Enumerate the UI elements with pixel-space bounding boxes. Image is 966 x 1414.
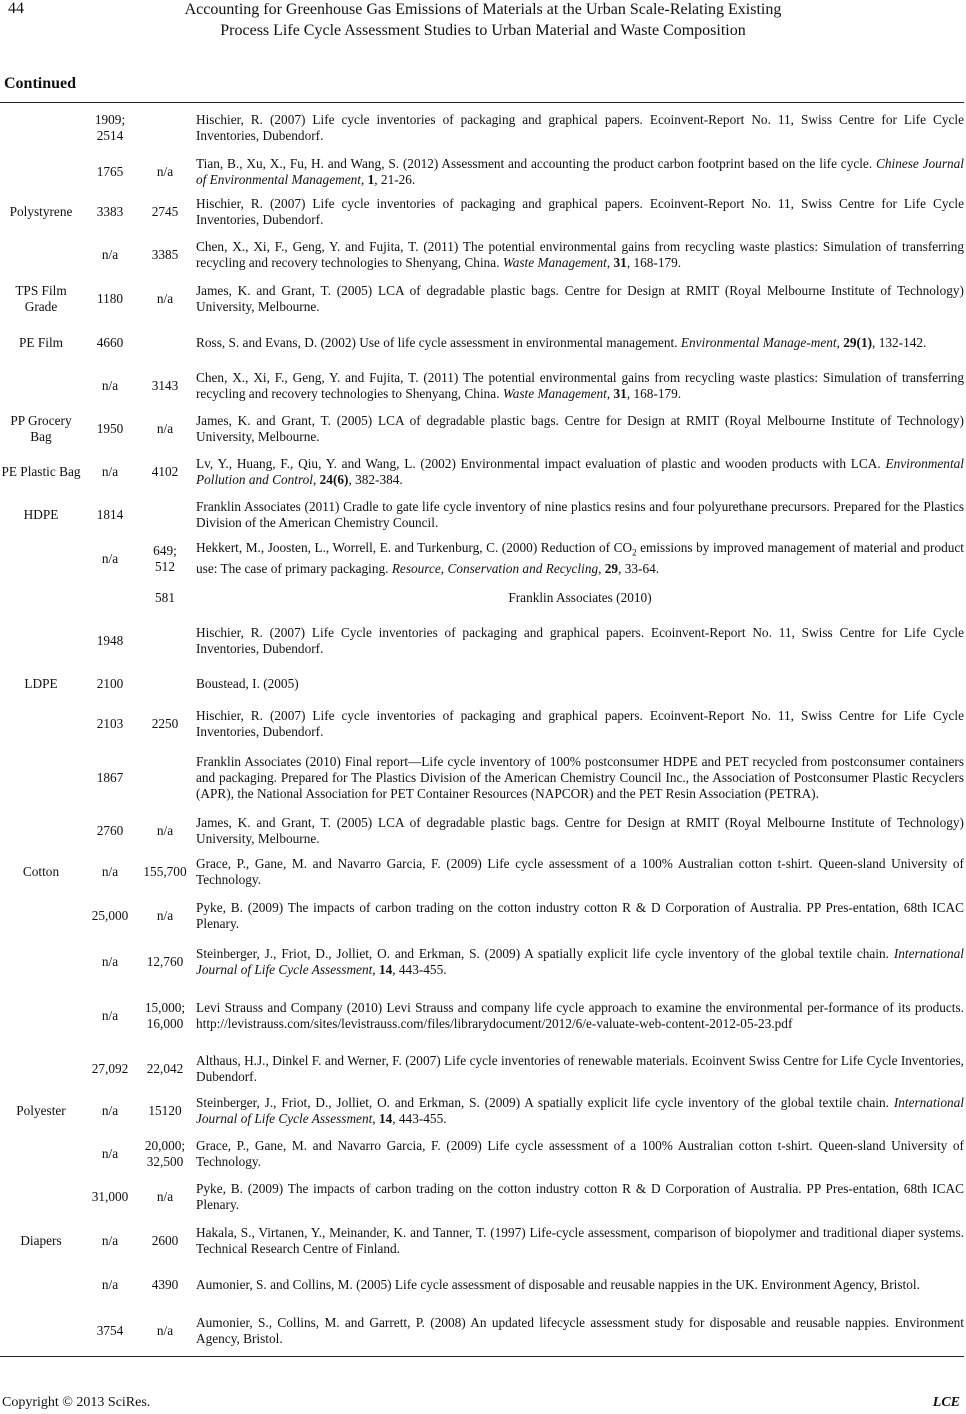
value-2: 15,000; xyxy=(144,999,186,1015)
value-2: 4102 xyxy=(151,464,179,480)
value-2: n/a xyxy=(156,1189,174,1204)
reference-cell xyxy=(192,1263,966,1306)
material-cell xyxy=(0,1218,82,1263)
reference-text: , 132-142. xyxy=(872,334,927,350)
running-head-line1: Accounting for Greenhouse Gas Emissions of Materials at the Urban Scale-Relating Existing xyxy=(184,1,782,18)
reference-text: , 443-455. xyxy=(392,1111,447,1127)
reference-text: , xyxy=(606,254,614,270)
reference-text: , xyxy=(440,561,448,577)
reference-table-body xyxy=(0,103,966,1356)
value-2-cell xyxy=(138,580,192,616)
value-1-cell xyxy=(82,276,138,321)
value-1: 2100 xyxy=(96,675,124,691)
reference-cell xyxy=(192,1218,966,1263)
reference-text: Grace, P., Gane, M. and Navarro Garcia, F. (2009) Life cycle assessment of a 100% Australian cotton t-shirt. Queen-sland University of Technology. xyxy=(196,855,964,887)
value-1-cell xyxy=(82,451,138,494)
value-2-cell xyxy=(138,1176,192,1219)
value-2-cell xyxy=(138,1218,192,1263)
material-name: PP Grocery Bag xyxy=(10,412,72,444)
running-head xyxy=(100,0,866,41)
reference-text: Environmental Pollution and Control xyxy=(196,456,964,488)
value-1: 1180 xyxy=(96,290,124,306)
value-1-cell xyxy=(82,1176,138,1219)
reference-cell xyxy=(192,276,966,321)
reference-text: Hakala, S., Virtanen, Y., Meinander, K. and Tanner, T. (1997) Life-cycle assessment, comparison of biopolymer and traditional diaper systems. Technical Research Centre of Finland. xyxy=(196,1224,964,1256)
value-2-cell xyxy=(138,407,192,451)
material-cell xyxy=(0,103,82,153)
material-cell xyxy=(0,1306,82,1356)
value-2-cell xyxy=(138,153,192,191)
value-1-cell xyxy=(82,1218,138,1263)
table-row xyxy=(0,892,966,939)
footer-copyright: Copyright © 2013 SciRes. xyxy=(2,1395,151,1410)
table-row xyxy=(0,234,966,277)
reference-cell xyxy=(192,747,966,810)
reference-text: 31 xyxy=(613,385,627,401)
reference-text: Lv, Y., Huang, F., Qiu, Y. and Wang, L. (2002) Environmental impact evaluation of plastic and wooden products with LCA. xyxy=(196,456,886,472)
material-name: LDPE xyxy=(24,675,58,691)
value-1: n/a xyxy=(101,1276,119,1292)
value-1-cell xyxy=(82,580,138,616)
value-2-second: 16,000 xyxy=(146,1015,184,1031)
value-1-cell xyxy=(82,939,138,984)
value-1: 1950 xyxy=(96,420,124,436)
value-1-cell xyxy=(82,1090,138,1133)
material-name: PE Film xyxy=(19,334,63,350)
reference-text: Chinese Journal of Environmental Management xyxy=(196,155,965,187)
reference-text: Hischier, R. (2007) Life cycle inventories of packaging and graphical papers. Ecoinvent-Report No. 11, Swiss Centre for Life Cycle Inventories, Dubendorf. xyxy=(196,111,964,143)
reference-cell xyxy=(192,851,966,892)
reference-text: Hekkert, M., Joosten, L., Worrell, E. and Turkenburg, C. (2000) Reduction of CO xyxy=(196,540,633,556)
reference-cell xyxy=(192,153,966,191)
reference-text: Grace, P., Gane, M. and Navarro Garcia, F. (2009) Life cycle assessment of a 100% Australian cotton t-shirt. Queen-sland University of Technology. xyxy=(196,1138,964,1170)
reference-text: 24(6) xyxy=(319,472,349,488)
material-cell xyxy=(0,234,82,277)
value-2: 649; xyxy=(153,542,177,558)
reference-text: emissions by improved management of material and product use: The case of primary packaging. xyxy=(196,540,964,577)
value-1-second: 2514 xyxy=(96,127,124,143)
value-1: 3383 xyxy=(96,204,124,220)
table-row xyxy=(0,153,966,191)
material-name: Diapers xyxy=(20,1232,62,1248)
value-1: 3754 xyxy=(96,1323,124,1339)
value-1: 31,000 xyxy=(91,1189,129,1204)
material-cell xyxy=(0,747,82,810)
footer-journal: LCE xyxy=(932,1395,960,1410)
table-bottom-rule xyxy=(0,1356,964,1357)
value-2: 2600 xyxy=(151,1232,179,1248)
value-2-cell xyxy=(138,494,192,538)
material-cell xyxy=(0,666,82,702)
material-cell xyxy=(0,1176,82,1219)
value-2-cell xyxy=(138,810,192,852)
value-1: n/a xyxy=(101,246,119,262)
reference-cell xyxy=(192,1306,966,1356)
value-1: 25,000 xyxy=(91,907,129,923)
material-cell xyxy=(0,364,82,407)
table-row xyxy=(0,1263,966,1306)
reference-text: , xyxy=(598,561,605,577)
value-2-cell xyxy=(138,1047,192,1090)
reference-text: , 382-384. xyxy=(348,472,403,488)
value-1: 1909; xyxy=(94,111,126,127)
material-cell xyxy=(0,191,82,234)
reference-text: International Journal of Life Cycle Assessment xyxy=(196,945,964,977)
reference-text: Hischier, R. (2007) Life cycle inventories of packaging and graphical papers. Ecoinvent-Report No. 11, Swiss Centre for Life Cycle Inventories, Dubendorf. xyxy=(196,196,964,228)
reference-text: Pyke, B. (2009) The impacts of carbon trading on the cotton industry cotton R & D Corporation of Australia. PP Pres-entation, 68th ICAC Plenary. xyxy=(196,899,964,931)
value-1-cell xyxy=(82,984,138,1047)
reference-text: 2 xyxy=(632,548,637,559)
reference-cell xyxy=(192,1176,966,1219)
reference-text: 29 xyxy=(604,561,619,577)
reference-text: Hischier, R. (2007) Life Cycle inventories of packaging and graphical papers. Ecoinvent-Report No. 11, Swiss Centre for Life Cycle Inventories, Dubendorf. xyxy=(196,624,964,656)
value-2: n/a xyxy=(156,420,174,436)
reference-cell xyxy=(192,939,966,984)
reference-text: , 443-455. xyxy=(392,961,447,977)
table-row xyxy=(0,702,966,747)
material-cell xyxy=(0,580,82,616)
value-2-cell xyxy=(138,1090,192,1133)
value-1-cell xyxy=(82,103,138,153)
material-cell xyxy=(0,810,82,852)
value-2: n/a xyxy=(156,163,174,179)
value-1-cell xyxy=(82,1306,138,1356)
material-name: PE Plastic Bag xyxy=(1,464,81,480)
value-2-cell xyxy=(138,1306,192,1356)
reference-text: 14 xyxy=(378,961,393,977)
table-row xyxy=(0,1133,966,1176)
value-1-cell xyxy=(82,666,138,702)
material-cell xyxy=(0,702,82,747)
value-1-cell xyxy=(82,1133,138,1176)
value-2: 4390 xyxy=(151,1276,179,1292)
value-2: 22,042 xyxy=(146,1060,184,1076)
value-2-second: 512 xyxy=(155,558,175,574)
reference-cell xyxy=(192,364,966,407)
table-row xyxy=(0,321,966,364)
value-2-cell xyxy=(138,191,192,234)
material-cell xyxy=(0,1090,82,1133)
reference-text: Franklin Associates (2011) Cradle to gate life cycle inventory of nine plastics resins and four polyurethane precursors. Prepared for the Plastics Division of the American Chemistry Council. xyxy=(196,499,964,531)
value-1-cell xyxy=(82,616,138,666)
value-2-cell xyxy=(138,939,192,984)
reference-text: Levi Strauss and Company (2010) Levi Strauss and company life cycle approach to examine the environmental per-formance of its products. http://levistrauss.com/sites/levistrauss.com/files/librarydocument/2012/6/e-valuate-web-content-2012-05-23.pdf xyxy=(196,999,964,1031)
table-row xyxy=(0,1218,966,1263)
reference-text: Chen, X., Xi, F., Geng, Y. and Fujita, T. (2011) The potential environmental gains from recycling waste plastics: Simulation of transferring recycling and recovery technologies to Shenyang, China. xyxy=(196,238,964,270)
value-2-cell xyxy=(138,984,192,1047)
continued-label: Continued xyxy=(4,75,77,92)
reference-text: , 21-26. xyxy=(374,171,416,187)
value-1-cell xyxy=(82,537,138,580)
value-1: 1867 xyxy=(96,770,124,786)
material-cell xyxy=(0,276,82,321)
value-2-cell xyxy=(138,666,192,702)
reference-cell xyxy=(192,321,966,364)
table-row xyxy=(0,451,966,494)
reference-text: Hischier, R. (2007) Life cycle inventories of packaging and graphical papers. Ecoinvent-Report No. 11, Swiss Centre for Life Cycle Inventories, Dubendorf. xyxy=(196,708,964,740)
value-2: 2250 xyxy=(151,716,179,732)
material-name: Polyester xyxy=(16,1103,66,1119)
table-row xyxy=(0,747,966,810)
reference-text: Conservation and Recycling xyxy=(447,561,599,577)
reference-text: Environmental Manage-ment xyxy=(680,334,837,350)
value-1: n/a xyxy=(101,464,119,480)
reference-cell xyxy=(192,537,966,580)
value-2: 3385 xyxy=(151,246,179,262)
table-row xyxy=(0,537,966,580)
value-2: 12,760 xyxy=(146,953,184,969)
reference-text: Aumonier, S. and Collins, M. (2005) Life cycle assessment of disposable and reusable nappies in the UK. Environment Agency, Bristol. xyxy=(196,1276,920,1292)
value-1-cell xyxy=(82,1263,138,1306)
value-1: 4660 xyxy=(96,334,124,350)
value-2-cell xyxy=(138,321,192,364)
value-1: n/a xyxy=(101,1232,119,1248)
reference-text: Steinberger, J., Friot, D., Jolliet, O. and Erkman, S. (2009) A spatially explicit life cycle inventory of the global textile chain. xyxy=(196,945,894,961)
table-row xyxy=(0,1306,966,1356)
reference-text: Tian, B., Xu, X., Fu, H. and Wang, S. (2012) Assessment and accounting the product carbon footprint based on the life cycle. xyxy=(196,155,876,171)
reference-text: Chen, X., Xi, F., Geng, Y. and Fujita, T. (2011) The potential environmental gains from recycling waste plastics: Simulation of transferring recycling and recovery technologies to Shenyang, China. xyxy=(196,369,964,401)
reference-cell xyxy=(192,892,966,939)
table-row xyxy=(0,276,966,321)
value-2-cell xyxy=(138,851,192,892)
reference-cell xyxy=(192,666,966,702)
material-name: Cotton xyxy=(22,863,60,879)
reference-text: International Journal of Life Cycle Assessment xyxy=(196,1095,964,1127)
table-row xyxy=(0,851,966,892)
value-2-cell xyxy=(138,1263,192,1306)
reference-cell xyxy=(192,984,966,1047)
reference-text: James, K. and Grant, T. (2005) LCA of degradable plastic bags. Centre for Design at RMIT (Royal Melbourne Institute of Technology) University, Melbourne. xyxy=(196,814,964,846)
value-1: n/a xyxy=(101,1007,119,1023)
reference-text: , xyxy=(606,385,614,401)
value-2-cell xyxy=(138,364,192,407)
reference-text: Franklin Associates (2010) Final report—Life cycle inventory of 100% postconsumer HDPE and PET recycled from postconsumer containers and packaging. Prepared for The Plastics Division of the American Chemistry Council Inc., the Association of Postconsumer Plastic Recyclers (APR), the National Association for PET Container Resources (NAPCOR) and the PET Resin Association (PETRA). xyxy=(196,754,964,802)
material-cell xyxy=(0,939,82,984)
value-2: 2745 xyxy=(151,204,179,220)
material-name: HDPE xyxy=(23,507,59,523)
value-2-cell xyxy=(138,892,192,939)
value-2-cell xyxy=(138,234,192,277)
value-2-cell xyxy=(138,537,192,580)
reference-cell xyxy=(192,1047,966,1090)
reference-text: , xyxy=(836,334,844,350)
table-row xyxy=(0,984,966,1047)
value-1: 27,092 xyxy=(91,1060,129,1076)
reference-text: Ross, S. and Evans, D. (2002) Use of life cycle assessment in environmental management. xyxy=(196,334,681,350)
value-1: 2103 xyxy=(96,716,124,732)
table-row xyxy=(0,407,966,451)
reference-text: 14 xyxy=(378,1111,393,1127)
reference-cell xyxy=(192,702,966,747)
reference-cell xyxy=(192,810,966,852)
material-name: TPS Film Grade xyxy=(15,282,67,314)
running-head-line2: Process Life Cycle Assessment Studies to Urban Material and Waste Composition xyxy=(220,22,746,39)
reference-text: , xyxy=(312,472,320,488)
material-cell xyxy=(0,1133,82,1176)
value-1-cell xyxy=(82,407,138,451)
material-cell xyxy=(0,616,82,666)
page-number: 44 xyxy=(8,0,24,17)
reference-text: Waste Management xyxy=(502,254,607,270)
material-cell xyxy=(0,494,82,538)
reference-text: , xyxy=(360,171,368,187)
reference-text: , 168-179. xyxy=(626,254,682,270)
reference-text: Aumonier, S., Collins, M. and Garrett, P. (2008) An updated lifecycle assessment study for disposable and reusable nappies. Environment Agency, Bristol. xyxy=(196,1315,964,1347)
value-2-cell xyxy=(138,616,192,666)
table-row xyxy=(0,1176,966,1219)
value-2: 15120 xyxy=(148,1103,182,1119)
reference-text: Resource xyxy=(391,561,441,577)
value-1: 1948 xyxy=(96,632,124,648)
value-1-cell xyxy=(82,234,138,277)
reference-table xyxy=(0,103,966,1356)
table-row xyxy=(0,103,966,153)
value-2: n/a xyxy=(156,290,174,306)
reference-text: Steinberger, J., Friot, D., Jolliet, O. and Erkman, S. (2009) A spatially explicit life cycle inventory of the global textile chain. xyxy=(196,1095,894,1111)
material-cell xyxy=(0,451,82,494)
value-2: n/a xyxy=(156,822,174,838)
table-row xyxy=(0,494,966,538)
table-row xyxy=(0,810,966,852)
table-row xyxy=(0,191,966,234)
reference-cell xyxy=(192,1133,966,1176)
value-2: 20,000; xyxy=(144,1138,186,1154)
value-1-cell xyxy=(82,494,138,538)
reference-text: James, K. and Grant, T. (2005) LCA of degradable plastic bags. Centre for Design at RMIT (Royal Melbourne Institute of Technology) University, Melbourne. xyxy=(196,282,964,314)
value-2-cell xyxy=(138,702,192,747)
value-2-cell xyxy=(138,276,192,321)
table-row xyxy=(0,666,966,702)
table-row xyxy=(0,364,966,407)
value-1-cell xyxy=(82,892,138,939)
material-cell xyxy=(0,321,82,364)
reference-text: Waste Management xyxy=(502,385,607,401)
table-row xyxy=(0,616,966,666)
value-1: n/a xyxy=(101,1103,119,1119)
reference-text: James, K. and Grant, T. (2005) LCA of degradable plastic bags. Centre for Design at RMIT (Royal Melbourne Institute of Technology) University, Melbourne. xyxy=(196,412,964,444)
material-name: Polystyrene xyxy=(9,204,73,220)
value-2: 3143 xyxy=(151,377,179,393)
material-cell xyxy=(0,537,82,580)
reference-cell xyxy=(192,616,966,666)
reference-cell xyxy=(192,580,966,616)
reference-text: Boustead, I. (2005) xyxy=(196,675,299,691)
material-cell xyxy=(0,984,82,1047)
value-1-cell xyxy=(82,321,138,364)
value-1-cell xyxy=(82,851,138,892)
material-cell xyxy=(0,153,82,191)
reference-text: , xyxy=(372,961,379,977)
reference-text: 1 xyxy=(367,171,375,187)
material-cell xyxy=(0,851,82,892)
reference-text: , 168-179. xyxy=(626,385,682,401)
value-1: 2760 xyxy=(96,822,124,838)
value-2-cell xyxy=(138,451,192,494)
value-1-cell xyxy=(82,364,138,407)
reference-cell xyxy=(192,451,966,494)
reference-text: Franklin Associates (2010) xyxy=(508,590,652,606)
reference-cell xyxy=(192,1090,966,1133)
reference-cell xyxy=(192,191,966,234)
reference-cell xyxy=(192,494,966,538)
value-1: n/a xyxy=(101,550,119,566)
value-2: 581 xyxy=(155,590,175,606)
reference-text: , 33-64. xyxy=(618,561,660,577)
value-1: 1765 xyxy=(96,163,124,179)
reference-text: Pyke, B. (2009) The impacts of carbon trading on the cotton industry cotton R & D Corporation of Australia. PP Pres-entation, 68th ICAC Plenary. xyxy=(196,1181,964,1212)
value-2-cell xyxy=(138,103,192,153)
value-1: 1814 xyxy=(96,507,124,523)
material-cell xyxy=(0,892,82,939)
value-1: n/a xyxy=(101,953,119,969)
material-cell xyxy=(0,1263,82,1306)
reference-text: 29(1) xyxy=(843,334,873,350)
reference-text: 31 xyxy=(613,254,627,270)
reference-cell xyxy=(192,234,966,277)
value-2-second: 32,500 xyxy=(146,1154,184,1170)
table-row xyxy=(0,939,966,984)
value-1-cell xyxy=(82,153,138,191)
reference-text: Althaus, H.J., Dinkel F. and Werner, F. (2007) Life cycle inventories of renewable materials. Ecoinvent Swiss Centre for Life Cycle Inventories, Dubendorf. xyxy=(196,1052,964,1084)
value-1: n/a xyxy=(101,1146,119,1162)
value-1-cell xyxy=(82,702,138,747)
value-2: n/a xyxy=(156,907,174,923)
reference-text: , xyxy=(372,1111,379,1127)
value-1-cell xyxy=(82,191,138,234)
material-cell xyxy=(0,407,82,451)
table-row xyxy=(0,1090,966,1133)
value-2: 155,700 xyxy=(143,863,187,879)
material-cell xyxy=(0,1047,82,1090)
value-2-cell xyxy=(138,1133,192,1176)
value-1-cell xyxy=(82,1047,138,1090)
value-1: n/a xyxy=(101,377,119,393)
value-2-cell xyxy=(138,747,192,810)
value-2: n/a xyxy=(156,1323,174,1339)
table-row xyxy=(0,580,966,616)
reference-cell xyxy=(192,407,966,451)
table-row xyxy=(0,1047,966,1090)
value-1: n/a xyxy=(101,863,119,879)
value-1-cell xyxy=(82,810,138,852)
value-1-cell xyxy=(82,747,138,810)
reference-cell xyxy=(192,103,966,153)
